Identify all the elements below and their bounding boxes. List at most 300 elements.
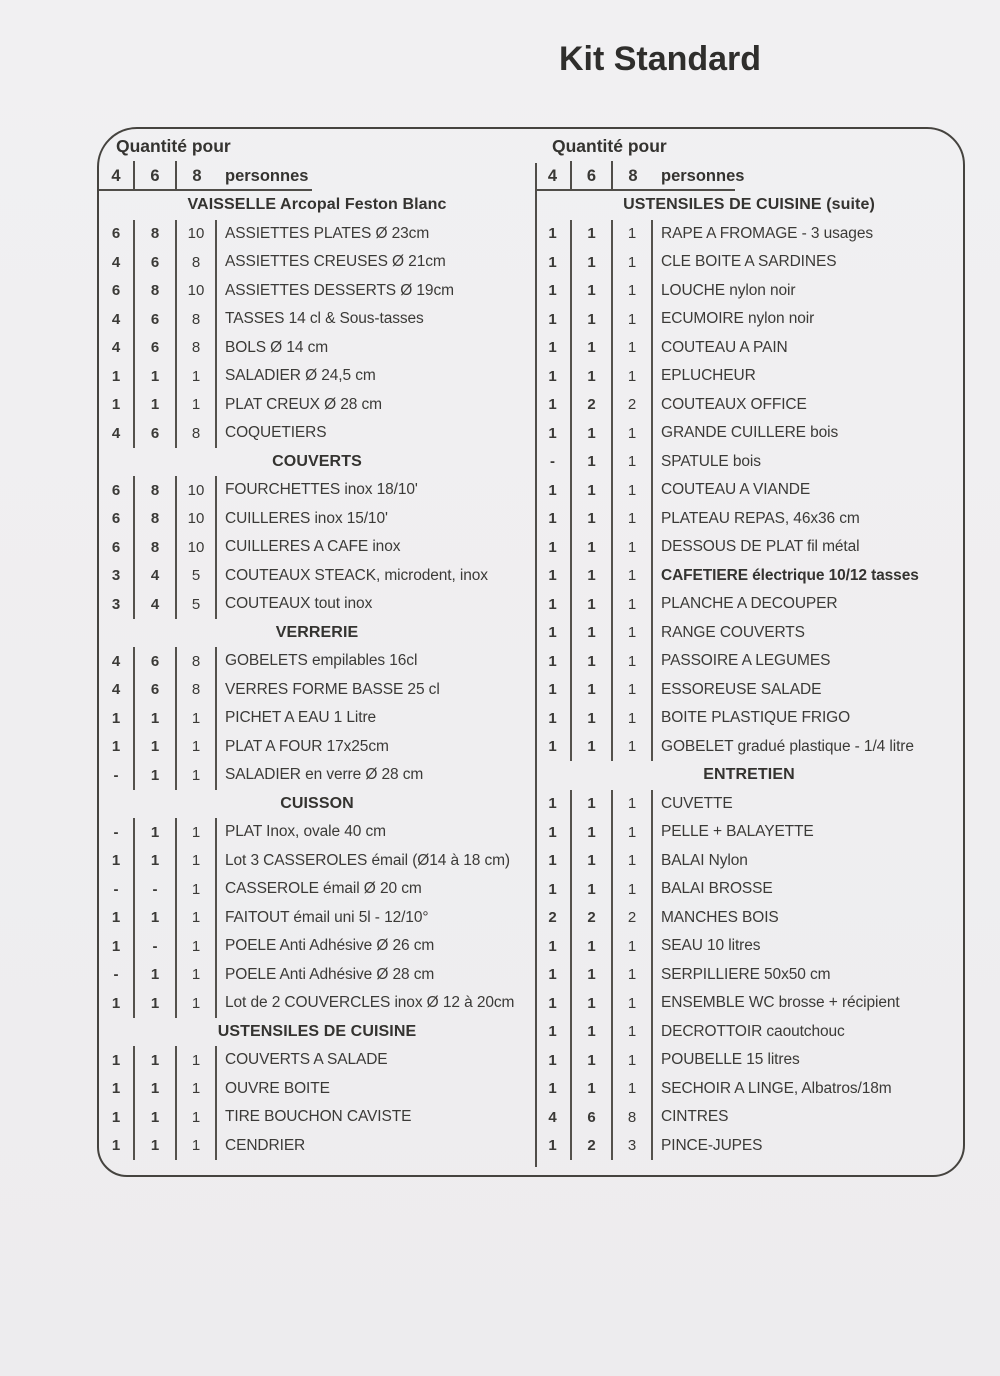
qty-for-6-persons: 1: [135, 1132, 177, 1161]
item-label: RAPE A FROMAGE - 3 usages: [661, 224, 873, 242]
qty-for-6-persons: 1: [572, 277, 613, 306]
item-label: SECHOIR A LINGE, Albatros/18m: [661, 1079, 892, 1097]
table-row: [535, 932, 963, 961]
qty-for-6-persons: 1: [572, 847, 613, 876]
qty-for-8-persons: 1: [177, 362, 217, 391]
qty-for-6-persons: 1: [572, 619, 613, 648]
qty-for-4-persons: 1: [535, 790, 572, 819]
qty-for-8-persons: 1: [177, 1103, 217, 1132]
qty-for-6-persons: 8: [135, 505, 177, 534]
qty-for-6-persons: 8: [135, 533, 177, 562]
section-header: [99, 191, 535, 220]
qty-for-6-persons: 4: [135, 590, 177, 619]
item-label: CASSEROLE émail Ø 20 cm: [225, 880, 422, 898]
qty-for-8-persons: 8: [177, 305, 217, 334]
qty-for-8-persons: 1: [613, 533, 653, 562]
item-label: ASSIETTES DESSERTS Ø 19cm: [225, 281, 454, 299]
table-row: [535, 904, 963, 933]
qty-for-4-persons: 4: [99, 676, 135, 705]
qty-for-4-persons: 2: [535, 904, 572, 933]
persons-label: personnes: [225, 166, 309, 185]
qty-for-8-persons: 8: [177, 419, 217, 448]
table-row: [99, 875, 535, 904]
qty-for-8-persons: 1: [613, 505, 653, 534]
item-label: BALAI BROSSE: [661, 880, 773, 898]
item-label: Lot de 2 COUVERCLES inox Ø 12 à 20cm: [225, 994, 515, 1012]
section-title: CUISSON: [280, 794, 354, 812]
qty-for-4-persons: -: [99, 875, 135, 904]
qty-for-8-persons: 10: [177, 220, 217, 249]
qty-for-6-persons: 1: [572, 590, 613, 619]
qty-for-4-persons: 1: [535, 733, 572, 762]
qty-for-6-persons: 6: [135, 676, 177, 705]
qty-for-4-persons: 1: [535, 676, 572, 705]
table-row: [535, 562, 963, 591]
item-label: PLAT CREUX Ø 28 cm: [225, 395, 382, 413]
table-row: [99, 818, 535, 847]
qty-for-4-persons: 1: [535, 248, 572, 277]
qty-for-8-persons: 1: [613, 562, 653, 591]
table-row: [99, 1132, 535, 1161]
item-label: PLANCHE A DECOUPER: [661, 595, 838, 613]
item-label: BOITE PLASTIQUE FRIGO: [661, 709, 851, 727]
item-label: PELLE + BALAYETTE: [661, 823, 814, 841]
table-row: [99, 248, 535, 277]
col-header-8: 8: [192, 166, 202, 185]
qty-for-6-persons: -: [135, 932, 177, 961]
item-label: VERRES FORME BASSE 25 cl: [225, 680, 440, 698]
item-label: ASSIETTES CREUSES Ø 21cm: [225, 253, 446, 271]
qty-for-8-persons: 1: [613, 277, 653, 306]
qty-for-6-persons: 6: [572, 1103, 613, 1132]
qty-for-4-persons: 1: [535, 875, 572, 904]
qty-for-4-persons: 1: [535, 505, 572, 534]
qty-for-6-persons: 1: [135, 1075, 177, 1104]
item-label: PASSOIRE A LEGUMES: [661, 652, 831, 670]
col-header-6: 6: [135, 161, 177, 191]
quantity-for-label-right: Quantité pour: [552, 136, 667, 156]
qty-for-6-persons: 1: [572, 533, 613, 562]
qty-for-6-persons: 1: [572, 562, 613, 591]
table-row: [99, 676, 535, 705]
qty-for-6-persons: 1: [572, 1075, 613, 1104]
item-label: PLAT A FOUR 17x25cm: [225, 737, 389, 755]
table-row: [99, 533, 535, 562]
qty-for-8-persons: 1: [613, 476, 653, 505]
table-row: [99, 647, 535, 676]
qty-for-8-persons: 8: [177, 248, 217, 277]
qty-for-6-persons: 1: [572, 989, 613, 1018]
qty-for-4-persons: -: [535, 448, 572, 477]
section-header: [99, 790, 535, 819]
qty-for-4-persons: 1: [99, 989, 135, 1018]
table-row: [99, 505, 535, 534]
qty-for-4-persons: 1: [535, 1132, 572, 1161]
qty-for-6-persons: 1: [135, 847, 177, 876]
qty-for-6-persons: 2: [572, 904, 613, 933]
table-row: [535, 305, 963, 334]
qty-for-4-persons: 4: [535, 1103, 572, 1132]
item-label: BOLS Ø 14 cm: [225, 338, 329, 356]
qty-for-6-persons: -: [135, 875, 177, 904]
section-title: COUVERTS: [272, 452, 362, 470]
qty-for-8-persons: 1: [613, 590, 653, 619]
item-label: COUTEAUX tout inox: [225, 595, 373, 613]
qty-for-6-persons: 6: [135, 248, 177, 277]
qty-for-8-persons: 1: [613, 961, 653, 990]
table-row: [99, 277, 535, 306]
table-row: [535, 1018, 963, 1047]
table-row: [99, 562, 535, 591]
qty-for-6-persons: 1: [572, 647, 613, 676]
qty-for-4-persons: 1: [535, 989, 572, 1018]
table-row: [99, 847, 535, 876]
item-label: TASSES 14 cl & Sous-tasses: [225, 310, 424, 328]
qty-for-4-persons: 1: [535, 1075, 572, 1104]
table-row: [99, 989, 535, 1018]
col-header-4: 4: [99, 161, 135, 191]
item-label: MANCHES BOIS: [661, 908, 779, 926]
qty-for-6-persons: 8: [135, 476, 177, 505]
qty-for-4-persons: -: [99, 818, 135, 847]
section-title: USTENSILES DE CUISINE (suite): [623, 196, 875, 214]
qty-for-4-persons: 1: [535, 590, 572, 619]
qty-for-4-persons: 1: [535, 334, 572, 363]
item-label: SERPILLIERE 50x50 cm: [661, 965, 831, 983]
qty-for-4-persons: 1: [535, 562, 572, 591]
qty-for-6-persons: 1: [135, 761, 177, 790]
qty-for-4-persons: 1: [535, 847, 572, 876]
qty-for-6-persons: 2: [572, 1132, 613, 1161]
table-row: [535, 448, 963, 477]
item-label: Lot 3 CASSEROLES émail (Ø14 à 18 cm): [225, 851, 510, 869]
qty-for-8-persons: 1: [613, 1075, 653, 1104]
qty-for-8-persons: 1: [613, 676, 653, 705]
qty-for-4-persons: 1: [535, 391, 572, 420]
qty-for-4-persons: 1: [535, 818, 572, 847]
qty-for-6-persons: 1: [572, 476, 613, 505]
qty-for-4-persons: 1: [535, 961, 572, 990]
item-label: ECUMOIRE nylon noir: [661, 310, 815, 328]
left-panel: [99, 129, 535, 1175]
item-label: ESSOREUSE SALADE: [661, 680, 822, 698]
qty-for-8-persons: 10: [177, 533, 217, 562]
section-title: VAISSELLE Arcopal Feston Blanc: [187, 196, 447, 214]
qty-for-8-persons: 1: [613, 419, 653, 448]
right-panel: [535, 129, 963, 1175]
qty-for-8-persons: 2: [613, 391, 653, 420]
table-row: [535, 505, 963, 534]
qty-for-8-persons: 5: [177, 562, 217, 591]
table-row: [535, 277, 963, 306]
qty-for-8-persons: 1: [177, 961, 217, 990]
section-title: ENTRETIEN: [703, 766, 795, 784]
table-row: [535, 619, 963, 648]
qty-for-6-persons: 1: [572, 362, 613, 391]
qty-for-8-persons: 1: [613, 1046, 653, 1075]
qty-for-6-persons: 8: [135, 220, 177, 249]
qty-for-4-persons: 4: [99, 647, 135, 676]
item-label: COUTEAU A PAIN: [661, 338, 788, 356]
item-label: SALADIER Ø 24,5 cm: [225, 367, 376, 385]
table-row: [535, 1103, 963, 1132]
item-label: POELE Anti Adhésive Ø 26 cm: [225, 937, 435, 955]
qty-for-6-persons: 1: [572, 790, 613, 819]
qty-for-6-persons: 1: [572, 704, 613, 733]
qty-for-4-persons: 1: [535, 220, 572, 249]
section-header: [99, 448, 535, 477]
item-label: COUTEAU A VIANDE: [661, 481, 811, 499]
item-label: CUVETTE: [661, 794, 733, 812]
qty-for-6-persons: 1: [135, 704, 177, 733]
qty-for-8-persons: 1: [613, 989, 653, 1018]
qty-for-8-persons: 8: [613, 1103, 653, 1132]
table-row: [99, 761, 535, 790]
qty-for-8-persons: 1: [613, 220, 653, 249]
item-label: BALAI Nylon: [661, 851, 748, 869]
col-header-6: 6: [572, 161, 613, 191]
table-row: [535, 220, 963, 249]
qty-for-8-persons: 1: [613, 790, 653, 819]
qty-for-4-persons: 6: [99, 220, 135, 249]
qty-for-8-persons: 1: [613, 847, 653, 876]
table-row: [535, 676, 963, 705]
persons-header-row-left: [99, 161, 535, 191]
qty-for-4-persons: 1: [99, 391, 135, 420]
qty-for-4-persons: 4: [99, 305, 135, 334]
col-header-4: 4: [535, 161, 572, 191]
table-row: [535, 1075, 963, 1104]
item-label: ENSEMBLE WC brosse + récipient: [661, 994, 900, 1012]
item-label: CLE BOITE A SARDINES: [661, 253, 837, 271]
qty-for-6-persons: 1: [135, 904, 177, 933]
item-label: OUVRE BOITE: [225, 1079, 330, 1097]
qty-for-6-persons: 1: [135, 1103, 177, 1132]
qty-for-8-persons: 1: [177, 391, 217, 420]
qty-for-8-persons: 8: [177, 334, 217, 363]
section-header: [535, 191, 963, 220]
item-label: ASSIETTES PLATES Ø 23cm: [225, 224, 430, 242]
section-title: USTENSILES DE CUISINE: [217, 1022, 417, 1040]
qty-for-6-persons: 1: [572, 875, 613, 904]
item-label: GRANDE CUILLERE bois: [661, 424, 839, 442]
qty-for-8-persons: 1: [177, 904, 217, 933]
qty-for-6-persons: 1: [135, 391, 177, 420]
qty-for-8-persons: 1: [613, 305, 653, 334]
table-row: [99, 932, 535, 961]
qty-for-8-persons: 1: [177, 1132, 217, 1161]
qty-for-8-persons: 1: [613, 875, 653, 904]
table-row: [99, 733, 535, 762]
item-label: SPATULE bois: [661, 452, 761, 470]
item-label: DECROTTOIR caoutchouc: [661, 1022, 845, 1040]
item-label: PLAT Inox, ovale 40 cm: [225, 823, 386, 841]
qty-for-6-persons: 1: [135, 362, 177, 391]
table-row: [535, 590, 963, 619]
qty-for-4-persons: 1: [99, 847, 135, 876]
item-label: COQUETIERS: [225, 424, 327, 442]
qty-for-8-persons: 3: [613, 1132, 653, 1161]
qty-for-4-persons: 1: [99, 904, 135, 933]
qty-for-8-persons: 1: [177, 847, 217, 876]
persons-header-row-right: [535, 161, 963, 191]
item-label: PLATEAU REPAS, 46x36 cm: [661, 509, 860, 527]
qty-for-8-persons: 1: [177, 704, 217, 733]
qty-for-4-persons: 1: [99, 1132, 135, 1161]
item-label: COUTEAUX STEACK, microdent, inox: [225, 566, 488, 584]
qty-for-8-persons: 5: [177, 590, 217, 619]
qty-for-6-persons: 1: [135, 733, 177, 762]
qty-for-8-persons: 1: [613, 448, 653, 477]
qty-for-4-persons: 1: [99, 1075, 135, 1104]
table-row: [535, 647, 963, 676]
qty-for-4-persons: 1: [535, 932, 572, 961]
qty-for-8-persons: 1: [613, 932, 653, 961]
table-row: [99, 391, 535, 420]
qty-for-6-persons: 6: [135, 419, 177, 448]
table-row: [99, 704, 535, 733]
table-row: [535, 391, 963, 420]
qty-for-6-persons: 1: [572, 248, 613, 277]
qty-for-4-persons: 1: [535, 704, 572, 733]
qty-for-6-persons: 8: [135, 277, 177, 306]
item-label: CUILLERES inox 15/10': [225, 509, 388, 527]
table-row: [535, 533, 963, 562]
table-row: [535, 1046, 963, 1075]
qty-for-8-persons: 10: [177, 476, 217, 505]
item-label: RANGE COUVERTS: [661, 623, 805, 641]
item-label: CAFETIERE électrique 10/12 tasses: [661, 566, 919, 584]
qty-for-6-persons: 1: [135, 818, 177, 847]
item-label: FOURCHETTES inox 18/10': [225, 481, 418, 499]
qty-for-4-persons: 1: [535, 647, 572, 676]
qty-for-4-persons: 6: [99, 277, 135, 306]
item-label: DESSOUS DE PLAT fil métal: [661, 538, 860, 556]
qty-for-6-persons: 1: [572, 419, 613, 448]
qty-for-8-persons: 2: [613, 904, 653, 933]
qty-for-8-persons: 10: [177, 277, 217, 306]
qty-for-8-persons: 1: [613, 704, 653, 733]
qty-for-6-persons: 6: [135, 334, 177, 363]
item-label: PINCE-JUPES: [661, 1136, 763, 1154]
qty-for-4-persons: 1: [99, 932, 135, 961]
qty-for-6-persons: 1: [572, 676, 613, 705]
section-header: [99, 619, 535, 648]
table-row: [535, 334, 963, 363]
page-title: Kit Standard: [558, 40, 762, 78]
qty-for-6-persons: 1: [572, 505, 613, 534]
table-row: [535, 875, 963, 904]
table-row: [99, 904, 535, 933]
qty-for-4-persons: 1: [99, 704, 135, 733]
qty-for-6-persons: 1: [135, 989, 177, 1018]
item-label: SALADIER en verre Ø 28 cm: [225, 766, 424, 784]
qty-for-8-persons: 1: [177, 932, 217, 961]
qty-for-4-persons: 4: [99, 334, 135, 363]
qty-for-4-persons: 1: [535, 1046, 572, 1075]
qty-for-8-persons: 8: [177, 647, 217, 676]
quantity-for-label-left: Quantité pour: [116, 136, 231, 156]
qty-for-8-persons: 1: [613, 818, 653, 847]
qty-for-4-persons: 1: [99, 1103, 135, 1132]
item-label: POELE Anti Adhésive Ø 28 cm: [225, 965, 435, 983]
qty-for-8-persons: 1: [613, 334, 653, 363]
qty-for-6-persons: 1: [572, 220, 613, 249]
table-row: [535, 476, 963, 505]
qty-for-4-persons: 1: [535, 419, 572, 448]
item-label: TIRE BOUCHON CAVISTE: [225, 1108, 412, 1126]
item-label: SEAU 10 litres: [661, 937, 761, 955]
qty-for-6-persons: 4: [135, 562, 177, 591]
qty-for-8-persons: 10: [177, 505, 217, 534]
qty-for-6-persons: 1: [572, 305, 613, 334]
persons-label: personnes: [661, 166, 745, 185]
qty-for-6-persons: 1: [572, 334, 613, 363]
qty-for-8-persons: 1: [177, 761, 217, 790]
qty-for-8-persons: 1: [613, 362, 653, 391]
table-row: [99, 362, 535, 391]
qty-for-4-persons: 1: [535, 305, 572, 334]
qty-for-6-persons: 6: [135, 305, 177, 334]
item-label: COUTEAUX OFFICE: [661, 395, 807, 413]
qty-for-4-persons: 1: [535, 277, 572, 306]
item-label: CENDRIER: [225, 1136, 306, 1154]
qty-for-8-persons: 1: [613, 647, 653, 676]
table-row: [99, 1103, 535, 1132]
qty-for-4-persons: 1: [99, 362, 135, 391]
qty-for-6-persons: 1: [572, 1018, 613, 1047]
qty-for-4-persons: -: [99, 761, 135, 790]
table-row: [99, 334, 535, 363]
table-row: [535, 818, 963, 847]
qty-for-8-persons: 1: [177, 989, 217, 1018]
qty-for-4-persons: 1: [535, 362, 572, 391]
qty-for-8-persons: 1: [613, 248, 653, 277]
table-row: [535, 1132, 963, 1161]
item-label: COUVERTS A SALADE: [225, 1051, 388, 1069]
qty-for-6-persons: 1: [135, 1046, 177, 1075]
section-title: VERRERIE: [275, 623, 359, 641]
table-row: [99, 419, 535, 448]
table-row: [99, 1046, 535, 1075]
item-label: POUBELLE 15 litres: [661, 1051, 800, 1069]
qty-for-6-persons: 1: [572, 1046, 613, 1075]
qty-for-4-persons: 1: [535, 1018, 572, 1047]
table-row: [535, 989, 963, 1018]
table-row: [99, 476, 535, 505]
section-header: [99, 1018, 535, 1047]
panel-divider-line: [535, 163, 537, 1167]
qty-for-4-persons: 1: [535, 619, 572, 648]
qty-for-8-persons: 1: [177, 818, 217, 847]
item-label: LOUCHE nylon noir: [661, 281, 796, 299]
item-label: CINTRES: [661, 1108, 729, 1126]
table-row: [535, 419, 963, 448]
qty-for-6-persons: 1: [135, 961, 177, 990]
qty-for-4-persons: 4: [99, 419, 135, 448]
table-row: [99, 590, 535, 619]
section-header: [535, 761, 963, 790]
qty-for-6-persons: 2: [572, 391, 613, 420]
table-row: [535, 961, 963, 990]
qty-for-8-persons: 1: [613, 1018, 653, 1047]
qty-for-8-persons: 1: [177, 875, 217, 904]
qty-for-6-persons: 1: [572, 932, 613, 961]
table-row: [99, 305, 535, 334]
qty-for-4-persons: -: [99, 961, 135, 990]
table-row: [99, 1075, 535, 1104]
qty-for-6-persons: 1: [572, 733, 613, 762]
